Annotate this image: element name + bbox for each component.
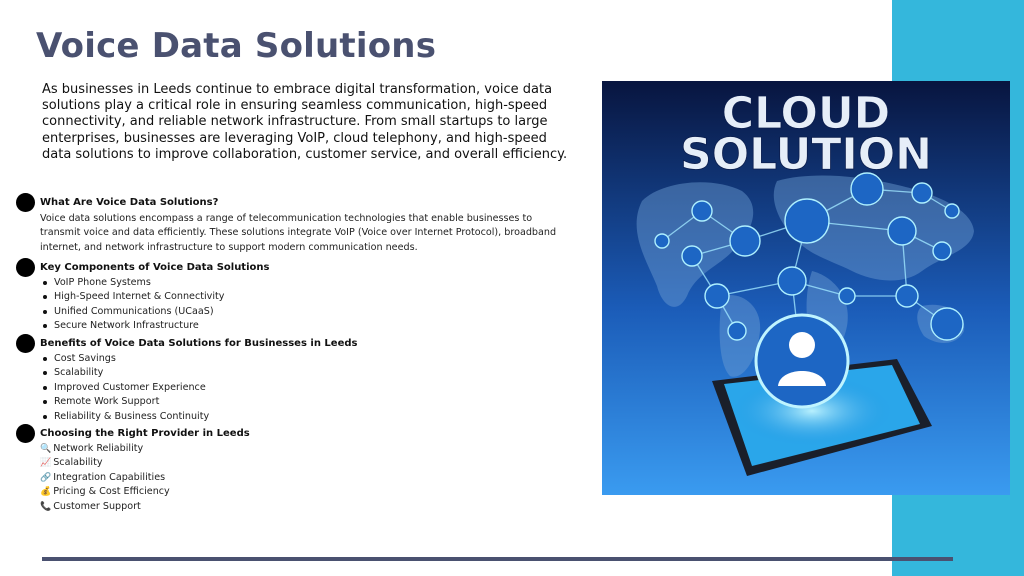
list-item: 🔍 Network Reliability [40, 443, 144, 454]
list-item: High-Speed Internet & Connectivity [40, 290, 224, 304]
section-body: Voice data solutions encompass a range of telecommunication technologies that enable businesses to transmit voice and data efficiently. These solutions integrate VoIP (Voice over Internet Protocol), broadband internet, and network infrastructure to support modern communication needs. [40, 213, 557, 253]
page-title: Voice Data Solutions [36, 26, 437, 66]
list-item: 🔗 Integration Capabilities [40, 471, 166, 483]
bottom-divider [42, 557, 953, 561]
list-item: Improved Customer Experience [40, 381, 209, 395]
list-item: 💰 Pricing & Cost Efficiency [40, 486, 170, 498]
section-marker-icon [16, 193, 35, 212]
section-marker-icon [16, 424, 35, 443]
list-item: Scalability [40, 366, 209, 380]
list-item: Secure Network Infrastructure [40, 319, 224, 333]
section-heading: Key Components of Voice Data Solutions [40, 262, 270, 273]
link-icon: 🔗 [40, 472, 52, 483]
section-heading: Benefits of Voice Data Solutions for Businesses in Leeds [40, 338, 358, 349]
money-bag-icon: 💰 [40, 487, 52, 498]
list-item: Remote Work Support [40, 395, 209, 409]
benefits-list [40, 352, 209, 424]
provider-criteria-list [40, 442, 170, 514]
list-item: Unified Communications (UCaaS) [40, 305, 224, 319]
chart-up-icon: 📈 [40, 458, 52, 469]
magnifier-icon: 🔍 [40, 444, 52, 454]
image-heading-line1: CLOUD [721, 88, 891, 139]
list-item: Reliability & Business Continuity [40, 410, 209, 424]
list-item: 📈 Scalability [40, 457, 103, 469]
cloud-solution-illustration [602, 81, 1010, 495]
image-heading-line2: SOLUTION [680, 129, 932, 180]
phone-icon: 📞 [40, 501, 52, 512]
section-marker-icon [16, 334, 35, 353]
section-heading: Choosing the Right Provider in Leeds [40, 428, 250, 439]
components-list [40, 276, 224, 334]
list-item: Cost Savings [40, 352, 209, 366]
user-icon [756, 315, 848, 407]
intro-paragraph: As businesses in Leeds continue to embrace digital transformation, voice data solutions play a critical role in ensuring seamless communication, high-speed connectivity, and reliable network infrastructure. From small startups to large enterprises, businesses are leveraging VoIP, cloud telephony, and high-speed data solutions to improve collaboration, customer service, and overall efficiency. [42, 82, 568, 162]
list-item: VoIP Phone Systems [40, 276, 224, 290]
section-heading: What Are Voice Data Solutions? [40, 197, 219, 208]
list-item: 📞 Customer Support [40, 500, 141, 512]
section-marker-icon [16, 258, 35, 277]
